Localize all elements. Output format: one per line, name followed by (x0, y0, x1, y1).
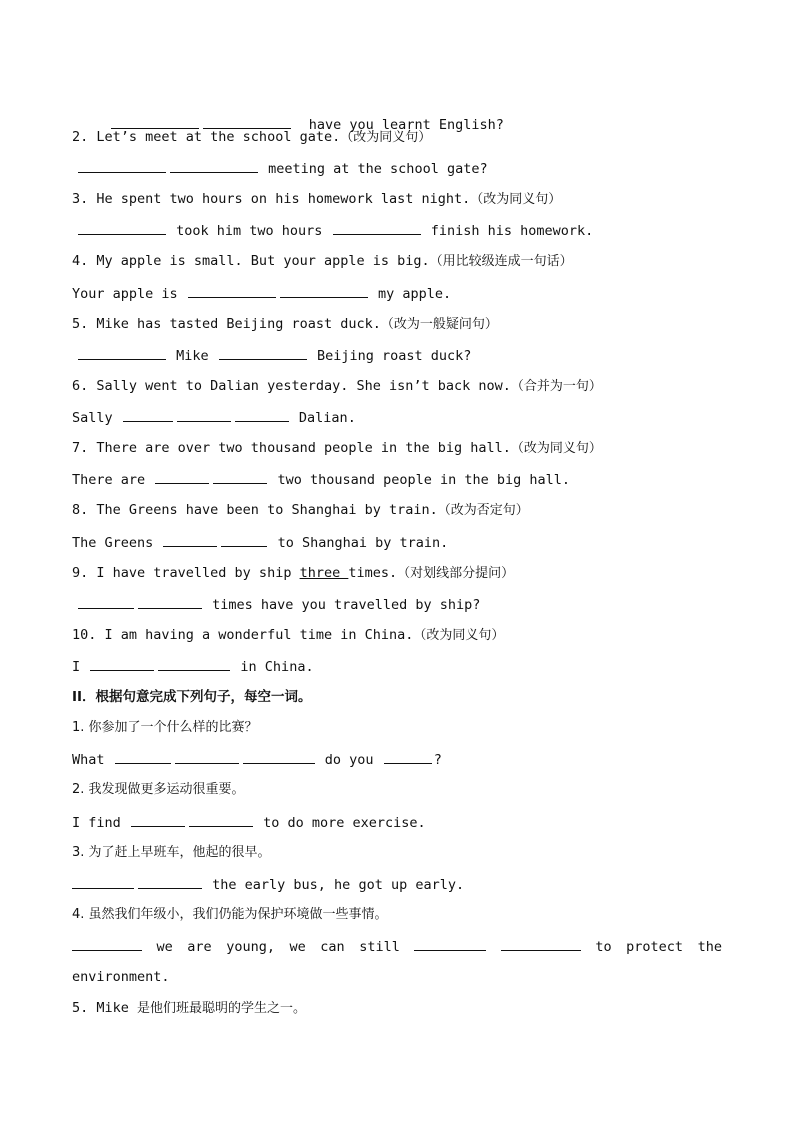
q7-answer-tail: two thousand people in the big hall. (277, 472, 571, 488)
p2-q4-word: to (595, 939, 612, 955)
q5-text: 5. Mike has tasted Beijing roast duck. (72, 316, 381, 332)
q10-note: （改为同义句） (413, 628, 505, 643)
answer-blank[interactable] (111, 115, 199, 129)
q4-text: 4. My apple is small. But your apple is big. (72, 253, 430, 269)
answer-blank[interactable] (131, 813, 185, 827)
answer-blank[interactable] (384, 750, 432, 764)
p2-q1-head: What (72, 752, 105, 768)
p2-q4-word: we (289, 939, 306, 955)
answer-blank[interactable] (213, 470, 267, 484)
answer-blank[interactable] (123, 408, 173, 422)
q1-answer-text: have you learnt English? (308, 117, 504, 133)
q5-note: （改为一般疑问句） (380, 317, 498, 332)
q10-prompt (72, 626, 504, 645)
p2-q2-tail: to do more exercise. (263, 815, 426, 831)
p2-q1-prompt: 1. 你参加了一个什么样的比赛？ (72, 720, 258, 735)
p2-q4-word: can (320, 939, 345, 955)
p2-q3-answer-line (72, 875, 464, 894)
q2-answer-line (72, 159, 488, 178)
answer-blank[interactable] (155, 470, 209, 484)
q6-prompt (72, 377, 602, 396)
q3-text: 3. He spent two hours on his homework last night. (72, 191, 471, 207)
p2-q4-prompt: 4. 虽然我们年级小，我们仍能为保护环境做一些事情。 (72, 907, 388, 922)
answer-blank[interactable] (203, 115, 291, 129)
q9-note: （对划线部分提问） (397, 566, 515, 581)
q2-note: （改为同义句） (340, 130, 432, 145)
section-heading: II．根据句意完成下列句子，每空一词。 (72, 689, 312, 705)
answer-blank[interactable] (78, 159, 166, 173)
q9-text: 9. I have travelled by ship (72, 565, 300, 581)
q10-answer-line (72, 657, 314, 676)
p2-q3-prompt: 3. 为了赶上早班车，他起的很早。 (72, 845, 271, 860)
p2-q5-text: 5. Mike (72, 1000, 138, 1016)
q6-answer-line (72, 408, 356, 427)
p2-q4-answer-line (72, 937, 722, 956)
answer-blank[interactable] (90, 657, 154, 671)
q3-answer-tail: finish his homework. (430, 223, 594, 239)
q9-underlined-word: three (299, 565, 349, 581)
answer-blank[interactable] (177, 408, 231, 422)
p2-q1-mid: do you (324, 752, 374, 768)
answer-blank[interactable] (138, 875, 202, 889)
q4-answer-line (72, 284, 451, 303)
p2-q2-head: I find (72, 815, 121, 831)
q3-note: （改为同义句） (470, 192, 562, 207)
p2-q5-cn: 是他们班最聪明的学生之一。 (137, 1001, 307, 1016)
answer-blank[interactable] (78, 595, 134, 609)
answer-blank[interactable] (78, 221, 166, 235)
q3-prompt (72, 190, 561, 209)
q9-prompt (72, 564, 514, 583)
p2-q1-tail: ? (433, 752, 442, 768)
q8-answer-line (72, 533, 448, 552)
answer-blank[interactable] (280, 284, 368, 298)
answer-blank[interactable] (72, 875, 134, 889)
q2-text: 2. Let’s meet at the school gate. (72, 129, 341, 145)
q4-answer-head: Your apple is (72, 286, 178, 302)
q8-prompt (72, 501, 529, 520)
q8-text: 8. The Greens have been to Shanghai by train. (72, 502, 438, 518)
answer-blank[interactable] (175, 750, 239, 764)
q6-answer-tail: Dalian. (298, 410, 356, 426)
q2-answer-text: meeting at the school gate? (268, 161, 488, 177)
answer-blank[interactable] (170, 159, 258, 173)
q10-answer-head: I (72, 659, 81, 675)
q6-note: （合并为一句） (510, 379, 602, 394)
q10-answer-tail: in China. (240, 659, 314, 675)
q9-text-end: times. (348, 565, 398, 581)
q3-answer-mid: took him two hours (176, 223, 323, 239)
p2-q4-word: young, (226, 939, 275, 955)
answer-blank[interactable] (189, 813, 253, 827)
answer-blank[interactable] (115, 750, 171, 764)
p2-q4-word: are (187, 939, 212, 955)
q6-answer-head: Sally (72, 410, 113, 426)
answer-blank[interactable] (221, 533, 267, 547)
q10-text: 10. I am having a wonderful time in China. (72, 627, 414, 643)
answer-blank[interactable] (219, 346, 307, 360)
q9-answer-line (72, 595, 480, 614)
p2-q2-prompt: 2. 我发现做更多运动很重要。 (72, 782, 245, 797)
q7-text: 7. There are over two thousand people in the big hall. (72, 440, 511, 456)
answer-blank[interactable] (235, 408, 289, 422)
q5-answer-mid: Mike (176, 348, 209, 364)
answer-blank[interactable] (243, 750, 315, 764)
answer-blank[interactable] (414, 937, 486, 951)
answer-blank[interactable] (138, 595, 202, 609)
answer-blank[interactable] (78, 346, 166, 360)
answer-blank[interactable] (158, 657, 230, 671)
q6-text: 6. Sally went to Dalian yesterday. She isn’t back now. (72, 378, 511, 394)
p2-q4-word: protect (626, 939, 684, 955)
q3-answer-line (72, 221, 593, 240)
q8-answer-head: The Greens (72, 535, 154, 551)
answer-blank[interactable] (188, 284, 276, 298)
answer-blank[interactable] (163, 533, 217, 547)
q2-prompt (72, 128, 431, 147)
q7-answer-head: There are (72, 472, 146, 488)
q4-prompt (72, 252, 573, 271)
q7-answer-line (72, 470, 570, 489)
p2-q4-word: the (697, 939, 722, 955)
q5-answer-line (72, 346, 471, 365)
p2-q1-answer-line (72, 750, 442, 769)
q9-answer-tail: times have you travelled by ship? (212, 597, 481, 613)
q7-prompt (72, 439, 602, 458)
q8-answer-tail: to Shanghai by train. (277, 535, 449, 551)
q4-note: （用比较级连成一句话） (429, 254, 573, 269)
q5-prompt (72, 315, 498, 334)
p2-q4-continuation: environment. (72, 969, 170, 985)
p2-q4-word: we (156, 939, 173, 955)
p2-q5-prompt (72, 999, 306, 1018)
answer-blank[interactable] (72, 937, 142, 951)
p2-q3-tail: the early bus, he got up early. (212, 877, 465, 893)
q4-answer-tail: my apple. (377, 286, 452, 302)
q8-note: （改为否定句） (437, 503, 529, 518)
answer-blank[interactable] (501, 937, 581, 951)
q5-answer-tail: Beijing roast duck? (316, 348, 472, 364)
answer-blank[interactable] (333, 221, 421, 235)
p2-q2-answer-line (72, 813, 426, 832)
q7-note: （改为同义句） (510, 441, 602, 456)
p2-q4-word: still (359, 939, 400, 955)
